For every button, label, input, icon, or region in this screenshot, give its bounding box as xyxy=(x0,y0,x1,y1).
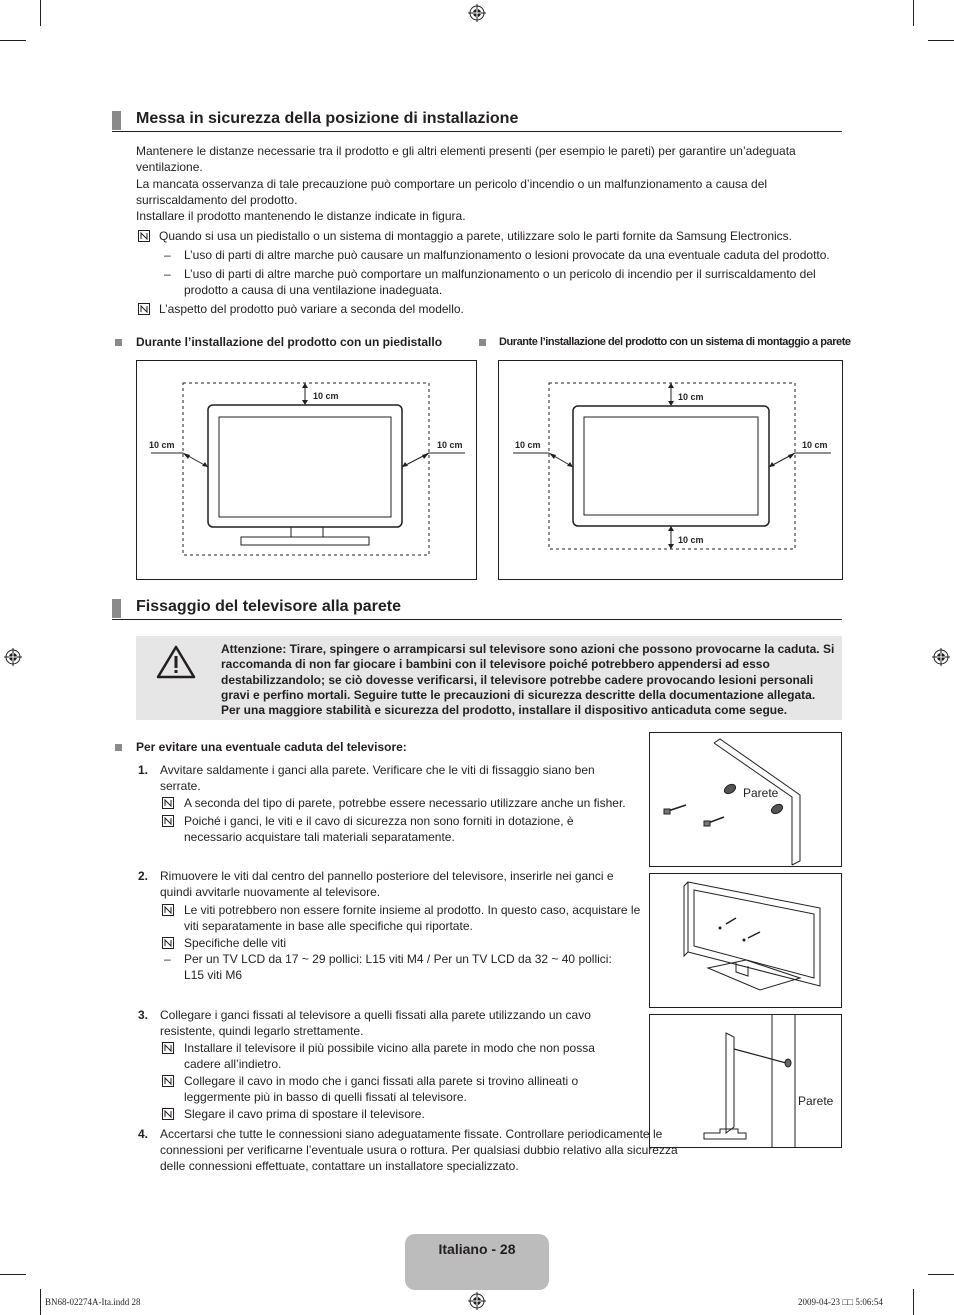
note-text: Le viti potrebbero non essere fornite insieme al prodotto. In questo caso, acquistare le viti separatamente in base alle specifiche qui riportate. xyxy=(184,903,641,933)
wall-hooks-illustration xyxy=(649,732,842,867)
crop-mark xyxy=(913,1289,914,1315)
section-bar xyxy=(112,599,121,618)
cable-drawing xyxy=(650,1015,841,1147)
stand-tv-illustration xyxy=(137,361,476,579)
note-icon xyxy=(162,1108,174,1120)
dash-mark: – xyxy=(164,267,171,281)
paragraph: La mancata osservanza di tale precauzione può comportare un pericolo d’incendio o un malfunzionamento a causa del surriscaldamento del prodotto. xyxy=(136,177,768,207)
dash-mark: – xyxy=(164,248,171,262)
distance-label: 10 cm xyxy=(313,391,339,401)
section-title-installation xyxy=(112,111,842,132)
dash-text: L’uso di parti di altre marche può causare un malfunzionamento o lesioni provocate da una eventuale caduta del prodotto. xyxy=(184,248,830,262)
note-icon xyxy=(162,815,174,827)
note-text: L’aspetto del prodotto può variare a seconda del modello. xyxy=(159,302,464,316)
step-number: 2. xyxy=(138,869,149,883)
crop-mark xyxy=(913,0,914,26)
paragraph: Mantenere le distanze necessarie tra il prodotto e gli altri elementi presenti (per esempio le pareti) per garantire un’adeguata ventilazione. xyxy=(136,144,796,174)
note-text: Collegare il cavo in modo che i ganci fissati alla parete si trovino allineati o leggermente più in basso di quelli fissati al televisore. xyxy=(184,1074,579,1104)
stand-diagram xyxy=(136,360,477,580)
bullet-square-icon xyxy=(479,339,486,346)
note-text: Slegare il cavo prima di spostare il televisore. xyxy=(184,1107,425,1121)
dash-mark: – xyxy=(164,952,171,966)
dash-text: L’uso di parti di altre marche può comportare un malfunzionamento o un pericolo di incendio per il surriscaldamento del prodotto a causa di una ventilazione inadeguata. xyxy=(184,267,816,297)
warning-text: Attenzione: Tirare, spingere o arrampicarsi sul televisore sono azioni che possono provocarne la caduta. Si raccomanda di non far giocare i bambini con il televisore poiché potrebbero appendersi ad esso destabilizzandolo; se ciò dovesse verificarsi, il televisore potrebbe cadere provocando lesioni personali gravi e perfino mortali. Seguire tutte le precauzioni di sicurezza descritte della documentazione allegata. Per una maggiore stabilità e sicurezza del prodotto, installare il dispositivo anticaduta come segue. xyxy=(221,642,835,718)
crop-mark xyxy=(928,1274,954,1275)
wall-label: Parete xyxy=(798,1094,834,1108)
registration-mark-icon xyxy=(932,648,950,666)
section-title-fixing xyxy=(112,599,842,620)
step-text: Rimuovere le viti dal centro del pannello posteriore del televisore, inserirle nei ganci e quindi avvitarle nuovamente al televisore. xyxy=(160,869,614,899)
distance-label: 10 cm xyxy=(437,440,463,450)
page-number-tab xyxy=(405,1234,549,1290)
bullet-square-icon xyxy=(115,339,122,346)
note-icon xyxy=(162,1042,174,1054)
step-number: 4. xyxy=(138,1127,149,1141)
step-number: 1. xyxy=(138,763,149,777)
note-text: Quando si usa un piedistallo o un sistema di montaggio a parete, utilizzare solo le parti fornite da Samsung Electronics. xyxy=(159,229,793,243)
note-icon xyxy=(162,904,174,916)
crop-mark xyxy=(40,1289,41,1315)
registration-mark-icon xyxy=(468,1292,486,1310)
crop-mark xyxy=(40,0,41,26)
note-text: A seconda del tipo di parete, potrebbe essere necessario utilizzare anche un fisher. xyxy=(184,796,626,810)
section-bar xyxy=(112,111,121,130)
distance-label: 10 cm xyxy=(149,440,175,450)
step-text: Avvitare saldamente i ganci alla parete. Verificare che le viti di fissaggio siano ben serrate. xyxy=(160,763,595,793)
wall-mount-diagram xyxy=(498,360,843,580)
dash-text: Per un TV LCD da 17 ~ 29 pollici: L15 viti M4 / Per un TV LCD da 32 ~ 40 pollici: L15 viti M6 xyxy=(184,952,612,982)
note-icon xyxy=(138,303,150,315)
note-icon xyxy=(162,797,174,809)
step-text: Collegare i ganci fissati al televisore a quelli fissati alla parete utilizzando un cavo resistente, quindi legarlo strettamente. xyxy=(160,1008,591,1038)
slug-right: 2009-04-23 □□ 5:06:54 xyxy=(798,1297,883,1307)
note-text: Specifiche delle viti xyxy=(184,936,287,950)
crop-mark xyxy=(0,40,26,41)
registration-mark-icon xyxy=(4,648,22,666)
paragraph: Installare il prodotto mantenendo le distanze indicate in figura. xyxy=(136,209,466,223)
distance-label: 10 cm xyxy=(678,535,704,545)
note-text: Poiché i ganci, le viti e il cavo di sicurezza non sono forniti in dotazione, è necessario acquistare tali materiali separatamente. xyxy=(184,814,574,844)
warning-triangle-icon xyxy=(156,645,196,679)
tv-back-illustration xyxy=(649,873,842,1008)
distance-label: 10 cm xyxy=(678,392,704,402)
wall-label: Parete xyxy=(743,786,779,800)
section-title-text: Messa in sicurezza della posizione di installazione xyxy=(136,110,519,127)
wall-heading: Durante l’installazione del prodotto con un sistema di montaggio a parete xyxy=(499,336,851,348)
fall-prevention-heading: Per evitare una eventuale caduta del televisore: xyxy=(136,740,407,754)
note-text: Installare il televisore il più possibile vicino alla parete in modo che non possa cadere all’indietro. xyxy=(184,1041,595,1071)
step-text: Accertarsi che tutte le connessioni siano adeguatamente fissate. Controllare periodicamente le connessioni per verificarne l’eventuale usura o rottura. Per qualsiasi dubbio relativo alla sicurezza delle connessioni effettuate, contattare un installatore specializzato. xyxy=(160,1127,678,1173)
cable-illustration xyxy=(649,1014,842,1148)
note-icon xyxy=(162,937,174,949)
distance-label: 10 cm xyxy=(802,440,828,450)
wall-tv-illustration xyxy=(499,361,842,579)
registration-mark-icon xyxy=(468,4,486,22)
step-number: 3. xyxy=(138,1008,149,1022)
note-icon xyxy=(162,1075,174,1087)
crop-mark xyxy=(928,40,954,41)
bullet-square-icon xyxy=(115,744,122,751)
slug-left: BN68-02274A-Ita.indd 28 xyxy=(45,1297,141,1307)
warning-box xyxy=(136,636,842,720)
distance-label: 10 cm xyxy=(515,440,541,450)
stand-heading: Durante l’installazione del prodotto con un piedistallo xyxy=(136,335,443,349)
note-icon xyxy=(138,230,150,242)
section-title-text: Fissaggio del televisore alla parete xyxy=(136,598,401,615)
tv-back-drawing xyxy=(650,874,841,1007)
crop-mark xyxy=(0,1274,26,1275)
page-number: Italiano - 28 xyxy=(438,1241,516,1257)
